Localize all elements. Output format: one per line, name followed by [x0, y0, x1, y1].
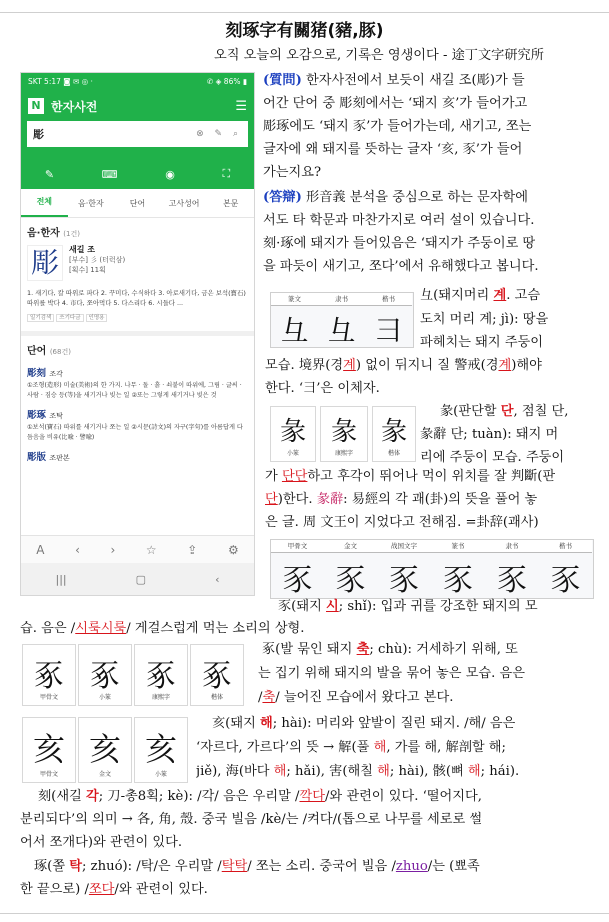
input-tools [21, 159, 254, 189]
text: , 가를 해, 解剖할 해; [386, 740, 506, 755]
highlight: 탁탁 [221, 859, 248, 874]
text: /와 관련이 있다. [114, 882, 208, 897]
highlight: 축 [262, 690, 276, 705]
glyph-bronze: 亥 [88, 730, 121, 768]
glyph-label: 甲骨文 [39, 694, 58, 701]
glyph-label: 隶书 [318, 293, 365, 306]
word-hanja: 彫琢 [27, 410, 47, 421]
text: 하고 후각이 뛰어나 먹이 위치를 잘 判斷(판 [307, 469, 556, 484]
naver-logo-icon: N [28, 98, 44, 114]
text: : 易經의 각 괘(卦)의 뜻을 풀어 놓 [343, 492, 538, 507]
glyph-label: 小篆 [154, 771, 167, 778]
tuan-line [440, 402, 569, 421]
glyph-oracle: 豖 [34, 659, 64, 694]
highlight: 축 [356, 642, 370, 657]
tuan-line: 은 글. 周 文王이 지었다고 전해짐. =卦辞(괘사) [265, 515, 539, 530]
question-label: (質問) [263, 73, 302, 88]
tuan-line [265, 467, 555, 486]
glyph-label: 康熙字 [334, 450, 353, 457]
hanja-char: 彫 [27, 245, 63, 281]
section-hanja-count: (1건) [63, 230, 80, 238]
text: ; shǐ): 입과 귀를 강조한 돼지의 모 [338, 599, 538, 614]
glyph-box [190, 644, 244, 706]
tab-all[interactable]: 전체 [21, 189, 68, 217]
highlight: 시룩시룩 [75, 621, 127, 636]
text: 亥(돼지 [212, 716, 261, 731]
highlight: 해 [273, 764, 287, 779]
ke-line [38, 787, 482, 806]
intro-line: 오직 오늘의 오감으로, 기록은 영생이다 - 途丁文字研究所 [214, 48, 544, 63]
glyph-box [78, 644, 132, 706]
glyph-bronze: 豕 [335, 563, 366, 598]
glyph-label: 楷体 [387, 450, 400, 457]
glyph-label: 甲骨文 [39, 771, 58, 778]
chu-line [258, 688, 453, 707]
text: 刻(새길 [38, 789, 87, 804]
glyph-label: 甲骨文 [271, 540, 324, 553]
text: /는 (뾰족 [427, 859, 480, 874]
hanja-definition: 1. 새기다, 칼 따위로 파다 2. 꾸미다, 수식하다 3. 아로새기다, 금은 보석(寶石) 따위를 박다 4. 市다, 쪼아먹다 5. 다스리다 6. 시들다 ... [27, 289, 246, 307]
app-title: 한자사전 [51, 99, 98, 114]
hai-line [212, 714, 515, 733]
text: ‘자르다, 가르다’의 뜻 → 解(풀 [196, 740, 374, 755]
text: 모습. 境界(경 [265, 358, 344, 373]
shi-line [20, 619, 305, 638]
glyph-regular: 彖 [380, 417, 407, 447]
tuan-line: 彖辭 단; tuàn): 돼지 머 [420, 427, 559, 442]
glyph-box [78, 717, 132, 783]
word-reading: 조각 [49, 370, 63, 378]
phone-screenshot [20, 72, 255, 596]
question-line: 가는지요? [263, 165, 322, 180]
answer-line: 서도 타 학문과 마찬가지로 여러 설이 있습니다. [263, 213, 535, 228]
share-icon[interactable]: ⇪ [187, 543, 198, 557]
keyboard-icon[interactable]: ⌨ [101, 167, 118, 181]
ke-line: 어서 쪼개다)와 관련이 있다. [20, 835, 183, 850]
status-bar [21, 73, 254, 91]
glyph-box [22, 717, 76, 783]
ji-line [420, 286, 540, 305]
text: jiě), 海(바다 [196, 764, 274, 779]
glyph-label: 楷书 [365, 293, 412, 306]
forward-icon[interactable]: › [110, 543, 116, 557]
text: / 쪼는 소리. 중국어 빌음 / [247, 859, 396, 874]
glyph-oracle: 亥 [32, 730, 65, 768]
glyph-seal: 彑 [280, 314, 309, 347]
glyph-regular: 豖 [202, 659, 232, 694]
ji-line: 파헤치는 돼지 주둥이 [420, 335, 544, 350]
text: )한다. [277, 492, 317, 507]
glyph-label: 战国文字 [377, 540, 431, 553]
ji-line: 한다. ‘彐’은 이체자. [265, 381, 380, 396]
text: 豖(발 묶인 돼지 [262, 642, 357, 657]
text: ; hǎi), 害(해칠 [286, 764, 378, 779]
text: 彑(돼지머리 [420, 288, 494, 303]
page-footer-rule [0, 913, 609, 922]
glyph-label: 小篆 [98, 694, 111, 701]
text: ; hài), 骸(뼈 [389, 764, 468, 779]
highlight: 해 [377, 764, 390, 779]
glyph-kangxi: 彖 [330, 417, 357, 447]
glyph-label: 篆文 [271, 293, 318, 306]
question-text: 한자사전에서 보듯이 새길 조(彫)가 들 [301, 73, 525, 88]
question-line [263, 71, 525, 90]
text: 가 [265, 469, 282, 484]
status-time: SKT 5:17 ◙ ✉ ◎ · [28, 77, 93, 86]
highlight: 각 [86, 789, 99, 804]
recent-apps-icon[interactable]: ||| [55, 572, 67, 586]
glyph-label: 篆书 [431, 540, 485, 553]
text: 습. 음은 / [20, 621, 76, 636]
settings-icon[interactable]: ⚙ [227, 543, 239, 557]
hanja-meaning: 새길 조 [69, 245, 95, 254]
clear-icon[interactable]: ⊗ ✎ ⌕ [196, 129, 242, 139]
text: 豕(돼지 [278, 599, 327, 614]
tuan-line: 리에 주둥이 모습. 주둥이 [420, 450, 565, 465]
voice-icon[interactable]: ◉ [165, 167, 175, 181]
glyph-clerical: 豕 [497, 563, 527, 598]
highlight: 계 [343, 358, 356, 373]
text: ) 없이 뒤지니 질 警戒(경 [355, 358, 499, 373]
answer-line [263, 188, 528, 207]
glyph-label: 金文 [324, 540, 377, 553]
glyph-seal: 亥 [144, 730, 177, 768]
text: 琢(쫄 [34, 859, 70, 874]
text: , 점칠 단, [513, 404, 569, 419]
menu-icon[interactable]: ☰ [235, 98, 247, 114]
glyph-seal: 豖 [90, 659, 120, 694]
glyph-label: 楷体 [210, 694, 223, 701]
glyph-regular: 豕 [550, 563, 581, 598]
word-hanja: 彫刻 [27, 368, 47, 379]
glyph-box [270, 406, 316, 462]
answer-text: 形音義 분석을 중심으로 하는 문자학에 [301, 190, 528, 205]
text: ; chù): 거세하기 위해, 또 [369, 642, 518, 657]
search-value: 彫 [33, 128, 44, 141]
word-definition: ①보석(寶石) 따위를 새기거나 쪼는 일 ②시문(詩文)의 자구(字句)를 아름답게 다듬음을 비유(比喩 · 譬喩) [27, 424, 243, 441]
glyph-label: 小篆 [286, 450, 299, 457]
hanja-entry[interactable] [21, 241, 254, 285]
glyph-box [22, 644, 76, 706]
text: )해야 [511, 358, 542, 373]
text: ; hài): 머리와 앞발이 질린 돼지. /해/ 음은 [272, 716, 516, 731]
glyph-panel-ji [270, 292, 414, 348]
zhuo-line [34, 857, 480, 876]
camera-icon[interactable]: ⛶ [222, 167, 231, 180]
text: ; zhuó): /탁/은 우리말 / [82, 859, 222, 874]
highlight: zhuo [395, 859, 428, 874]
highlight: 彖辭 [316, 492, 344, 507]
browser-nav [21, 535, 254, 564]
search-input[interactable] [27, 121, 248, 147]
word-hanja: 彫版 [27, 452, 47, 463]
glyph-warring: 豕 [389, 563, 419, 598]
glyph-box [134, 644, 188, 706]
home-icon[interactable]: ▢ [135, 572, 147, 586]
system-nav [21, 563, 254, 595]
tag[interactable]: 쓰기다금 [56, 314, 83, 322]
tag[interactable]: 인명용 [86, 314, 108, 322]
star-icon[interactable]: ☆ [145, 543, 157, 557]
tab-idioms[interactable]: 고사성어 [168, 198, 200, 208]
glyph-seal: 彖 [279, 417, 306, 447]
word-reading: 조판본 [49, 454, 70, 462]
word-item[interactable] [21, 443, 254, 464]
hanja-radical: [부수] 彡 (터럭삼) [69, 256, 126, 264]
glyph-panel-shi [270, 539, 594, 599]
back-icon[interactable]: ‹ [75, 543, 80, 557]
shi-line [278, 597, 538, 616]
tag[interactable]: 일기검색 [27, 314, 54, 322]
text: / 게걸스럽게 먹는 소리의 상형. [126, 621, 305, 636]
app-bar [21, 91, 254, 121]
glyph-label: 隶书 [485, 540, 539, 553]
glyph-regular: 彐 [374, 314, 403, 347]
highlight: 해 [260, 716, 273, 731]
highlight: 계 [498, 358, 512, 373]
section-hanja [21, 218, 254, 241]
word-item[interactable] [21, 359, 254, 380]
section-words [21, 331, 254, 359]
tab-words[interactable]: 단어 [129, 198, 146, 208]
question-line: 글자에 왜 돼지를 뜻하는 글자 ‘亥, 豕’가 들어 [263, 142, 523, 157]
ji-line [265, 356, 542, 375]
highlight: 깍다 [299, 789, 325, 804]
highlight: 계 [493, 288, 507, 303]
chu-line [262, 640, 518, 659]
highlight: 해 [467, 764, 481, 779]
word-item[interactable] [21, 401, 254, 422]
page-header-rule [0, 0, 609, 13]
highlight: 탁 [69, 859, 83, 874]
hanja-strokes: [획수] 11획 [69, 266, 106, 274]
question-line: 彫琢에도 ‘돼지 豕’가 들어가는데, 새기고, 쪼는 [263, 119, 532, 134]
hai-line [196, 762, 519, 781]
text-size-icon[interactable]: A [36, 543, 45, 557]
tab-texts[interactable]: 본문 [222, 198, 239, 208]
text: / [258, 690, 263, 705]
word-definition: ①조형(造形) 미술(美術)의 한 가지. 나무 · 돌 · 흙 · 쇠붙이 따위에, 그림 · 글씨 · 사람 · 짐승 등(等)을 새기거나 빚는 일 ②또는 그렇게 새기거나 빚은 것 [27, 382, 242, 399]
glyph-label: 楷书 [539, 540, 592, 553]
answer-label: (答辯) [263, 190, 302, 205]
glyph-kangxi: 豖 [146, 659, 176, 694]
section-hanja-title: 음·한자 [27, 228, 60, 239]
highlight: 단 [265, 492, 278, 507]
glyph-box [320, 406, 368, 462]
glyph-clerical: 彑 [327, 314, 356, 347]
glyph-label: 康熙字 [151, 694, 170, 701]
handwrite-icon[interactable]: ✎ [44, 167, 55, 181]
glyph-box [134, 717, 188, 783]
section-words-title: 단어 [27, 346, 47, 357]
glyph-oracle: 豕 [282, 563, 313, 598]
hai-line [196, 738, 506, 757]
highlight: 시 [326, 599, 339, 614]
ke-line: 분리되다’의 의미 → 各, 角, 殼. 중국 빌음 /kè/는 /켜다/(톱으로 나무를 세로로 썰 [20, 812, 483, 827]
answer-line: 刻·琢에 돼지가 들어있음은 ‘돼지가 주둥이로 땅 [263, 236, 536, 251]
text: / 늘어진 모습에서 왔다고 본다. [275, 690, 454, 705]
question-line: 어간 단어 중 彫刻에서는 ‘돼지 亥’가 들어가고 [263, 96, 528, 111]
ji-line: 도치 머리 계; jì): 땅을 [420, 312, 549, 327]
text: ; 刀-총8획; kè): /각/ 음은 우리말 / [98, 789, 300, 804]
word-reading: 조탁 [49, 412, 63, 420]
status-battery: ✆ ◈ 86% ▮ [206, 77, 247, 86]
text: 彖(판단할 [440, 404, 501, 419]
highlight: 단단 [281, 469, 308, 484]
text: /와 관련이 있다. ‘떨어지다, [324, 789, 482, 804]
system-back-icon[interactable]: ‹ [215, 572, 220, 586]
zhuo-line [20, 880, 208, 899]
tuan-line [265, 490, 537, 509]
highlight: 쪼다 [88, 882, 115, 897]
hanja-tags [21, 311, 254, 323]
answer-line: 을 파듯이 새기고, 쪼다’에서 유해했다고 봅니다. [263, 259, 539, 274]
glyph-box [372, 406, 416, 462]
text: ; hái). [480, 764, 520, 779]
text: . 고슴 [506, 288, 541, 303]
chu-line: 는 집기 위해 돼지의 발을 묶어 놓은 모습. 음은 [258, 666, 526, 681]
highlight: 해 [373, 740, 387, 755]
highlight: 단 [500, 404, 514, 419]
section-words-count: (68건) [49, 348, 71, 356]
glyph-label: 金文 [98, 771, 111, 778]
glyph-seal: 豕 [443, 563, 473, 598]
result-tabs [21, 189, 254, 218]
page-title: 刻琢字有關猪(豬,豚) [225, 21, 384, 41]
text: 한 끝으로) / [20, 882, 89, 897]
tab-sound-hanja[interactable]: 음·한자 [78, 198, 104, 208]
